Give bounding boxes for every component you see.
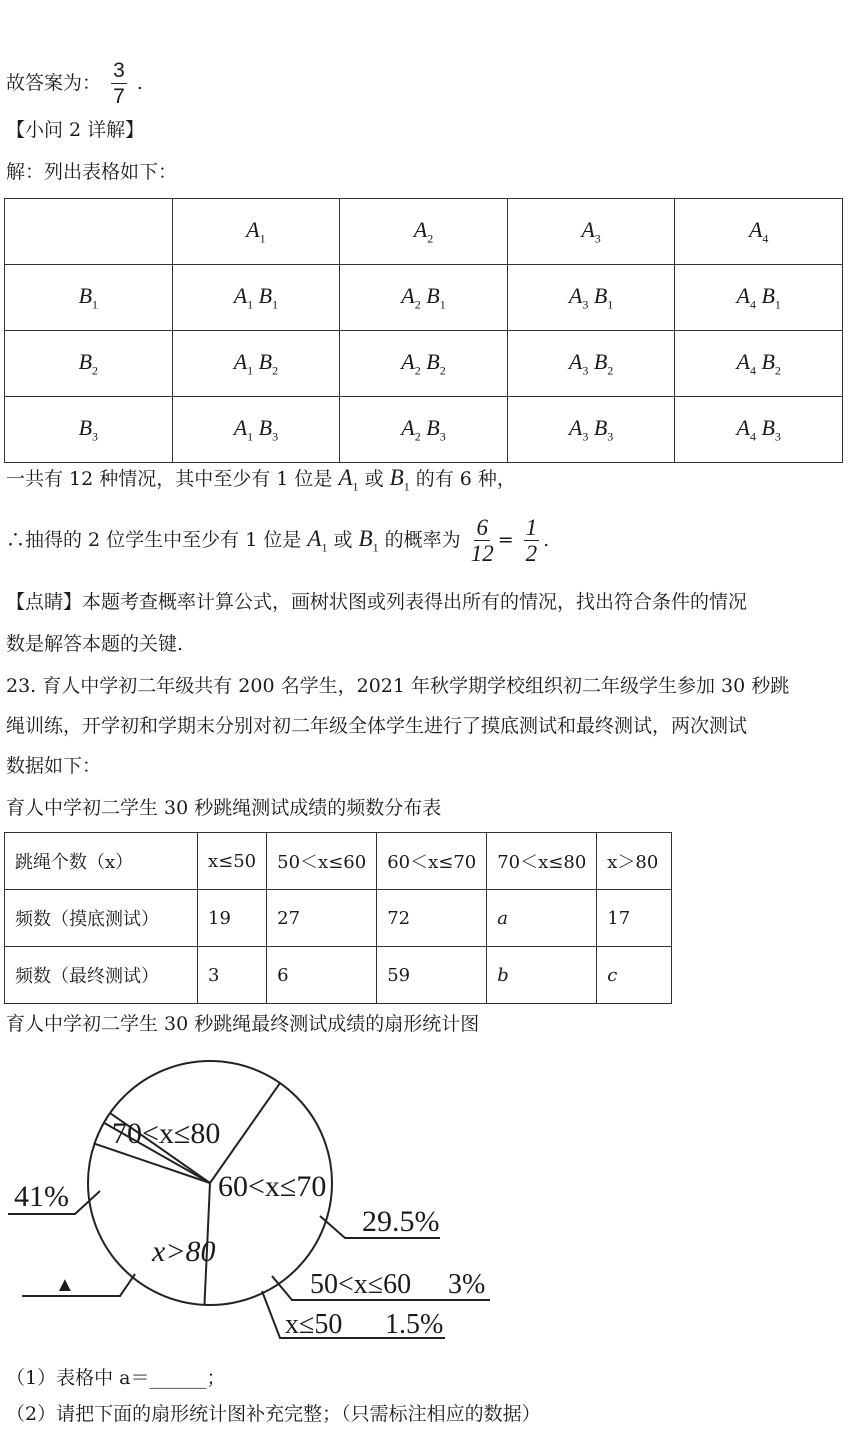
slice-label-gt-80: x>80 bbox=[152, 1235, 216, 1268]
pie-title: 育人中学初二学生 30 秒跳绳最终测试成绩的扇形统计图 bbox=[6, 1013, 480, 1035]
table-cell: $A_2$ bbox=[340, 199, 508, 265]
table-cell bbox=[5, 199, 173, 265]
table-cell: 跳绳个数（x） bbox=[5, 833, 198, 890]
table-cell: $A_2$ $B_1$ bbox=[340, 265, 508, 331]
fraction-numerator: 1 bbox=[525, 515, 538, 540]
table-cell: 50＜x≤60 bbox=[267, 833, 377, 890]
answer-suffix: . bbox=[136, 72, 143, 94]
slice-label-60-70: 60<x≤70 bbox=[218, 1170, 327, 1203]
question-2: （2）请把下面的扇形统计图补充完整；（只需标注相应的数据） bbox=[6, 1403, 541, 1425]
table-row bbox=[5, 397, 843, 463]
table-row bbox=[5, 890, 672, 947]
fraction-denominator: 2 bbox=[525, 541, 538, 566]
slice-label-50-60: 50<x≤60 bbox=[310, 1269, 412, 1300]
q23-line-2: 绳训练，开学初和学期末分别对初二年级全体学生进行了摸底测试和最终测试，两次测试 bbox=[6, 715, 748, 737]
table-cell: $A_3$ $B_2$ bbox=[507, 331, 675, 397]
table-cell: 70＜x≤80 bbox=[487, 833, 597, 890]
fraction-denominator: 7 bbox=[113, 85, 125, 108]
var-b bbox=[389, 465, 410, 494]
table-cell: 19 bbox=[198, 890, 267, 947]
var-b-sub: 1 bbox=[403, 479, 410, 494]
var-a-letter: A bbox=[338, 465, 353, 490]
table-cell: 频数（最终测试） bbox=[5, 947, 198, 1004]
table-cell: 17 bbox=[597, 890, 672, 947]
slice-label-70-80: 70<x≤80 bbox=[112, 1117, 221, 1150]
comment-line-1: 【点睛】本题考查概率计算公式，画树状图或列表得出所有的情况，找出符合条件的情况 bbox=[6, 591, 748, 613]
solution-intro: 解：列出表格如下： bbox=[6, 161, 178, 183]
table-cell: x＞80 bbox=[597, 833, 672, 890]
outcome-table bbox=[4, 198, 843, 463]
prob-text-mid: 或 bbox=[327, 529, 359, 551]
table2-title: 育人中学初二学生 30 秒跳绳测试成绩的频数分布表 bbox=[6, 797, 442, 819]
table-cell: a bbox=[487, 890, 597, 947]
table-cell: $A_4$ $B_1$ bbox=[675, 265, 843, 331]
table-cell: $A_3$ bbox=[507, 199, 675, 265]
var-b bbox=[358, 526, 379, 555]
answer-fraction bbox=[111, 60, 127, 108]
period: . bbox=[543, 529, 550, 551]
pie-chart bbox=[0, 1048, 849, 1348]
slice-label-le-50: x≤50 bbox=[285, 1309, 343, 1340]
table-cell: 频数（摸底测试） bbox=[5, 890, 198, 947]
slice-value-1-5: 1.5% bbox=[385, 1309, 444, 1340]
probability-line bbox=[6, 514, 549, 573]
table-cell: $B_3$ bbox=[5, 397, 173, 463]
fraction-numerator: 3 bbox=[113, 59, 125, 82]
table-row bbox=[5, 331, 843, 397]
table-cell: $B_2$ bbox=[5, 331, 173, 397]
table-cell: $A_1$ $B_3$ bbox=[172, 397, 340, 463]
var-a-sub: 1 bbox=[321, 540, 328, 555]
table-cell: b bbox=[487, 947, 597, 1004]
table-row bbox=[5, 199, 843, 265]
var-b-sub: 1 bbox=[372, 540, 379, 555]
prob-text: ∴抽得的 2 位学生中至少有 1 位是 bbox=[6, 529, 308, 551]
table-cell: $A_2$ $B_3$ bbox=[340, 397, 508, 463]
slice-value-41: 41% bbox=[14, 1180, 69, 1213]
fraction-numerator: 6 bbox=[476, 515, 488, 540]
var-b-letter: B bbox=[358, 526, 373, 551]
frequency-table bbox=[4, 832, 672, 1004]
table-cell: $A_2$ $B_2$ bbox=[340, 331, 508, 397]
table-cell: 6 bbox=[267, 947, 377, 1004]
table-row bbox=[5, 833, 672, 890]
var-a bbox=[307, 526, 328, 555]
sub2-header: 【小问 2 详解】 bbox=[6, 119, 145, 141]
slice-value-3: 3% bbox=[448, 1269, 486, 1300]
table-cell: $A_1$ $B_1$ bbox=[172, 265, 340, 331]
fraction-denominator: 12 bbox=[470, 541, 494, 566]
var-a bbox=[338, 465, 359, 494]
table-cell: $A_1$ $B_2$ bbox=[172, 331, 340, 397]
table-row bbox=[5, 947, 672, 1004]
var-a-letter: A bbox=[307, 526, 322, 551]
answer-prefix: 故答案为： bbox=[6, 72, 102, 94]
count-text-end: 的有 6 种， bbox=[409, 468, 516, 490]
slice-divider bbox=[210, 1083, 280, 1183]
question-1: （1）表格中 a＝______； bbox=[6, 1367, 226, 1389]
slice-value-29-5: 29.5% bbox=[362, 1205, 440, 1238]
count-text-mid: 或 bbox=[358, 468, 390, 490]
table-cell: 27 bbox=[267, 890, 377, 947]
table-cell: $A_3$ $B_1$ bbox=[507, 265, 675, 331]
table-cell: c bbox=[597, 947, 672, 1004]
table-cell: 3 bbox=[198, 947, 267, 1004]
count-text: 一共有 12 种情况，其中至少有 1 位是 bbox=[6, 468, 339, 490]
slice-value-triangle: ▲ bbox=[55, 1274, 75, 1296]
table-cell: $A_4$ $B_3$ bbox=[675, 397, 843, 463]
prob-text-end: 的概率为 bbox=[378, 529, 461, 551]
table-cell: 60＜x≤70 bbox=[377, 833, 487, 890]
table-cell: $B_1$ bbox=[5, 265, 173, 331]
answer-line bbox=[6, 60, 143, 108]
var-a-sub: 1 bbox=[352, 479, 359, 494]
table-cell: $A_3$ $B_3$ bbox=[507, 397, 675, 463]
leader-triangle bbox=[22, 1274, 135, 1296]
table-cell: $A_1$ bbox=[172, 199, 340, 265]
table-cell: x≤50 bbox=[198, 833, 267, 890]
q23-line-3: 数据如下： bbox=[6, 755, 102, 777]
q23-line-1: 23. 育人中学初二年级共有 200 名学生，2021 年秋学期学校组织初二年级学生参加 30 秒跳 bbox=[6, 675, 790, 697]
table-row bbox=[5, 265, 843, 331]
table-cell: 72 bbox=[377, 890, 487, 947]
count-line bbox=[6, 466, 516, 499]
fraction-6-12 bbox=[471, 517, 494, 565]
table-cell: $A_4$ $B_2$ bbox=[675, 331, 843, 397]
var-b-letter: B bbox=[389, 465, 404, 490]
equals-sign: = bbox=[497, 529, 514, 551]
table-cell: $A_4$ bbox=[675, 199, 843, 265]
table-cell: 59 bbox=[377, 947, 487, 1004]
comment-line-2: 数是解答本题的关键. bbox=[6, 633, 184, 655]
fraction-1-2 bbox=[524, 517, 540, 565]
